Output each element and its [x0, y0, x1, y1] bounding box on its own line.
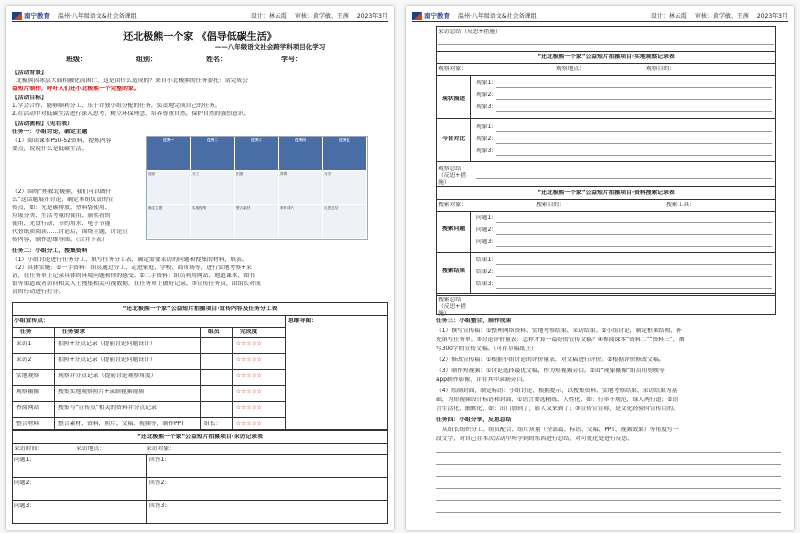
left-page: 南宁教育 温州·八年级语文&社会备课组 设计：林云霞 审核：黄学敏、王茜 2023年3月 还北极熊一个家 《倡导低碳生活》 ——八年级语文社会跨学科项目化学习 班级： 组别： 姓名： 学号： 【活动背景】 北极熊因冰层大面积融化而困亡，这是由什么造成的？来自小北极熊的任务委托：请完成公 益短片制作，呼吁人们还小北极熊一个完整的家。 【活动目标】 1.学会合作，能够顺利分工、乐于并独小组分配的任务，负责地完成自己的任务。 2.在活动中对低碳生活进行深入思考，树立环保理念，培养尊重自然、保护自然的强烈意识。 【活动流程】（见右表） 任务一：小组讨论，确定主题 （1）阅读课本P50-52资料，提炼内容 要点，说说什么是低碳生活。 （2）围绕“拯救北极熊，我们可以做什 么”这话题展开讨论，确定本组负责的宣 传点，如：光是碳排放、塑料袋使用、 垃圾分类、生活考量的使用、颁奖看的 使用、光盘行动、节约用水、电子节能 代替纸质阅读……讨论后，围绕主题，讨论宣 传内容，制作思维导图。（合并下表） 任务一 任务二 任务三 任务四 任务五 阅读 分工 拍摄 剪辑 分享 确定主题 实施搜集 整合素材 制作成片 反思总结 任务二：小组分工，搜集资料 （1）小组讨论进行任务分工，填写任务分工表，确定需要采访的问题和搜集的材料，填表。 （2）具体实施：①一手资料：组员通过分工，走进家庭、学校、商市场等，进行实地考察+采 访，在任务单上记录具体的环境问题和你的感受。②二手资料：组员利用网站、地道课本、图书 馆等渠道或者访问相关人士搜集相关可视数据，在任务单上做好记录。③宣传任务员，由组长对成 员的行动进行打分。 “还北极熊一个家”公益短片拍摄项目·宣传内容及任务分工表 小组宣传点： 思维导图： “还北极熊一个家”公益短片拍摄项目·采访记录表 采访时间： 采访地点： 采访对象： 问题1： 回答1： 问题2： 回答2： 问题3： 回答3： 任务 任务要求 组员 完成度 采访1 拍照+分点记录（提前讨论问题设计） ☆☆☆☆☆ 采访2 拍照+分点记录（提前讨论问题设计） ☆☆☆☆☆ 实地观察 现察并分点记录（提前讨论观察角度） ☆☆☆☆☆ 观察摄像 搜集实地观察照片+录制视频视频 ☆☆☆☆☆ 查阅网站 搜集与“宣传点”相关的资料并分点记录 ☆☆☆☆☆ 整合材料 整合素材、资料、照片、文稿、视频等，制作PPT 组长： ☆☆☆☆☆ — [6, 6, 394, 530]
school-logo-right: 南宁教育 — [412, 11, 450, 20]
group-field[interactable]: 组别： — [136, 56, 157, 63]
task-table-cell: 现察并分点记录（提前讨论观察角度） — [58, 373, 157, 379]
observe-item[interactable]: 现象1： — [476, 80, 498, 86]
writing-line[interactable] — [436, 452, 781, 453]
flow-cell: 分享 — [323, 171, 367, 205]
flow-table-image — [146, 136, 368, 240]
observe-item[interactable]: 现象3： — [476, 148, 498, 154]
task-table-cell: ☆☆☆☆☆ — [236, 357, 262, 363]
search-item[interactable]: 结果3： — [476, 281, 498, 287]
search-item[interactable]: 问题1： — [476, 215, 498, 221]
search-item[interactable]: 问题2： — [476, 227, 498, 233]
task4-heading: 任务四：小组分享，反思总结 — [436, 417, 512, 423]
search-item[interactable]: 结果1： — [476, 257, 498, 263]
right-page: 南宁教育 温州·八年级语文&社会备课组 设计：林云霞 审核：黄学敏、王茜 2023年3月 采访总结（反思+措施） “还北极熊一个家”公益短片拍摄项目·实地观察记录表 观察对象： 观察地点： 观察目的： 现状描述 今昔对比 观察总结（反思+措施） “还北极熊一个家”公益短片拍摄项目·资料搜索记录表 搜索对象： 搜索目的： 搜索工具： 搜索问题 搜索结果 搜索总结（反思+措施） 任务三：小组整合，制作成果 （1）撰写宣传稿：①整理网络资料、实地考察结果、采访结果。②小组讨论，制定框架结构，补 充填写任务单。③讨论评价量表：怎样才算一篇好的宣传文稿？④参阅课本“资料二”“资料三”，撰 写300字的宣传文稿。（可在草稿纸上） （2）修改宣传稿：①根据小组讨论的评价量表，对文稿进行评价。②根据评价修改文稿。 （3）制作短视频：①讨论选择最优文稿，作为短视频旁白。②由“现象摄像”组员用剪映等 app制作影像，并在其中录制旁白。 （4）绘制封面，制定标语：小组讨论，根据提示，以搜集资料、实地考察结果、采访结果为基 础，为短视频设计标语和封面，①语言要选精练、人性化，如：行率不规范，绿人两行道；②语 言生活化，幽默化，如：出门加到了，影人又来到了；③宣传宣宣称，是文化经验时宣传目的。 任务四：小组分享，反思总结 从组长组织分工、组员配合、组片质量（全部篇、标语、文稿、PPT、视频效果）等角度写一 段文字，对自己在本次活动中所学到的东西进行总结，对可优化处进行反思。 现象1： 现象2： 现象3： 现象1： 现象2： 现象3： 问题1： 问题2： 问题3： 结果1： 结果2： 结果3： — [406, 6, 794, 530]
flow-cell: 阅读 — [147, 171, 191, 205]
task-table-cell: ☆☆☆☆☆ — [236, 373, 262, 379]
writing-line[interactable] — [436, 500, 781, 501]
page-header: 南宁教育 温州·八年级语文&社会备课组 设计：林云霞 审核：黄学敏、王茜 2023年3月 — [12, 10, 388, 22]
task-table-cell: ☆☆☆☆☆ — [236, 421, 262, 427]
flow-cell: 确定主题 — [147, 205, 191, 239]
task2-heading: 任务二：小组分工，搜集资料 — [12, 248, 88, 254]
task-table-cell: 采访2 — [16, 357, 32, 363]
bg-heading: 【活动背景】 — [12, 70, 47, 76]
flow-cell: 任务五 — [323, 137, 367, 171]
writing-line[interactable] — [436, 488, 781, 489]
flow-cell: 拍摄 — [235, 171, 279, 205]
task-table-cell: 实地观察 — [16, 373, 40, 379]
flag-icon — [412, 12, 422, 20]
observe-item[interactable]: 现象2： — [476, 136, 498, 142]
flow-heading: 【活动流程】（见右表） — [12, 121, 73, 127]
task-table-header: 任务要求 — [62, 329, 86, 335]
flow-cell: 任务二 — [191, 137, 235, 171]
flow-cell: 制作成片 — [279, 205, 323, 239]
task-table-cell: 查阅网站 — [16, 405, 40, 411]
flag-icon — [12, 12, 22, 20]
class-field[interactable]: 班级： — [66, 56, 87, 63]
num-field[interactable]: 学号： — [281, 56, 302, 63]
task-table-cell: ☆☆☆☆☆ — [236, 341, 262, 347]
flow-cell: 任务四 — [279, 137, 323, 171]
task-table-cell: 整合材料 — [16, 421, 40, 427]
goal-heading: 【活动目标】 — [12, 95, 47, 101]
observe-item[interactable]: 现象3： — [476, 104, 498, 110]
task-table-title: “还北极熊一个家”公益短片拍摄项目·宣传内容及任务分工表 — [122, 306, 278, 312]
task-table-header: 任务 — [20, 329, 32, 335]
flow-cell: 任务三 — [235, 137, 279, 171]
task3-heading: 任务三：小组整合，制作成果 — [436, 318, 512, 324]
task-table-header: 完成度 — [240, 329, 258, 335]
writing-line[interactable] — [436, 476, 781, 477]
task-table-header: 组员 — [208, 329, 220, 335]
flow-cell: 任务一 — [147, 137, 191, 171]
school-logo: 南宁教育 — [12, 11, 50, 20]
search-item[interactable]: 结果2： — [476, 269, 498, 275]
task-table-cell: 搜集与“宣传点”相关的资料并分点记录 — [58, 405, 157, 411]
flow-cell: 整合素材 — [235, 205, 279, 239]
page-header-right: 南宁教育 温州·八年级语文&社会备课组 设计：林云霞 审核：黄学敏、王茜 2023年3月 — [412, 10, 788, 22]
task-table-cell: ☆☆☆☆☆ — [236, 405, 262, 411]
observe-item[interactable]: 现象2： — [476, 92, 498, 98]
doc-subtitle: ——八年级语文社会跨学科项目化学习 — [214, 43, 326, 51]
writing-line[interactable] — [436, 512, 781, 513]
task1-heading: 任务一：小组讨论，确定主题 — [12, 129, 88, 135]
task-table-cell: ☆☆☆☆☆ — [236, 389, 262, 395]
task-table-cell: 采访1 — [16, 341, 32, 347]
name-field[interactable]: 姓名： — [206, 56, 227, 63]
writing-line[interactable] — [436, 464, 781, 465]
doc-title: 还北极熊一个家 《倡导低碳生活》 — [123, 32, 277, 43]
flow-cell: 剪辑 — [279, 171, 323, 205]
search-item[interactable]: 问题3： — [476, 239, 498, 245]
observe-table-title: “还北极熊一个家”公益短片拍摄项目·实地观察记录表 — [537, 54, 675, 60]
task-table-cell: 观察摄像 — [16, 389, 40, 395]
flow-cell: 反思总结 — [323, 205, 367, 239]
task-table-cell: 整合素材、资料、照片、文稿、视频等，制作PPT — [58, 421, 185, 427]
interview-table-title: “还北极熊一个家”公益短片拍摄项目·采访记录表 — [137, 434, 263, 440]
flow-cell: 分工 — [191, 171, 235, 205]
observe-item[interactable]: 现象1： — [476, 124, 498, 130]
task-table-cell: 搜集实地观察照片+录制视频视频 — [58, 389, 145, 395]
task-table-cell: 拍照+分点记录（提前讨论问题设计） — [58, 341, 156, 347]
search-table-title: “还北极熊一个家”公益短片拍摄项目·资料搜索记录表 — [537, 190, 675, 196]
task-table-cell: 拍照+分点记录（提前讨论问题设计） — [58, 357, 156, 363]
flow-cell: 实施搜集 — [191, 205, 235, 239]
task-table-cell[interactable]: 组长： — [204, 421, 222, 427]
